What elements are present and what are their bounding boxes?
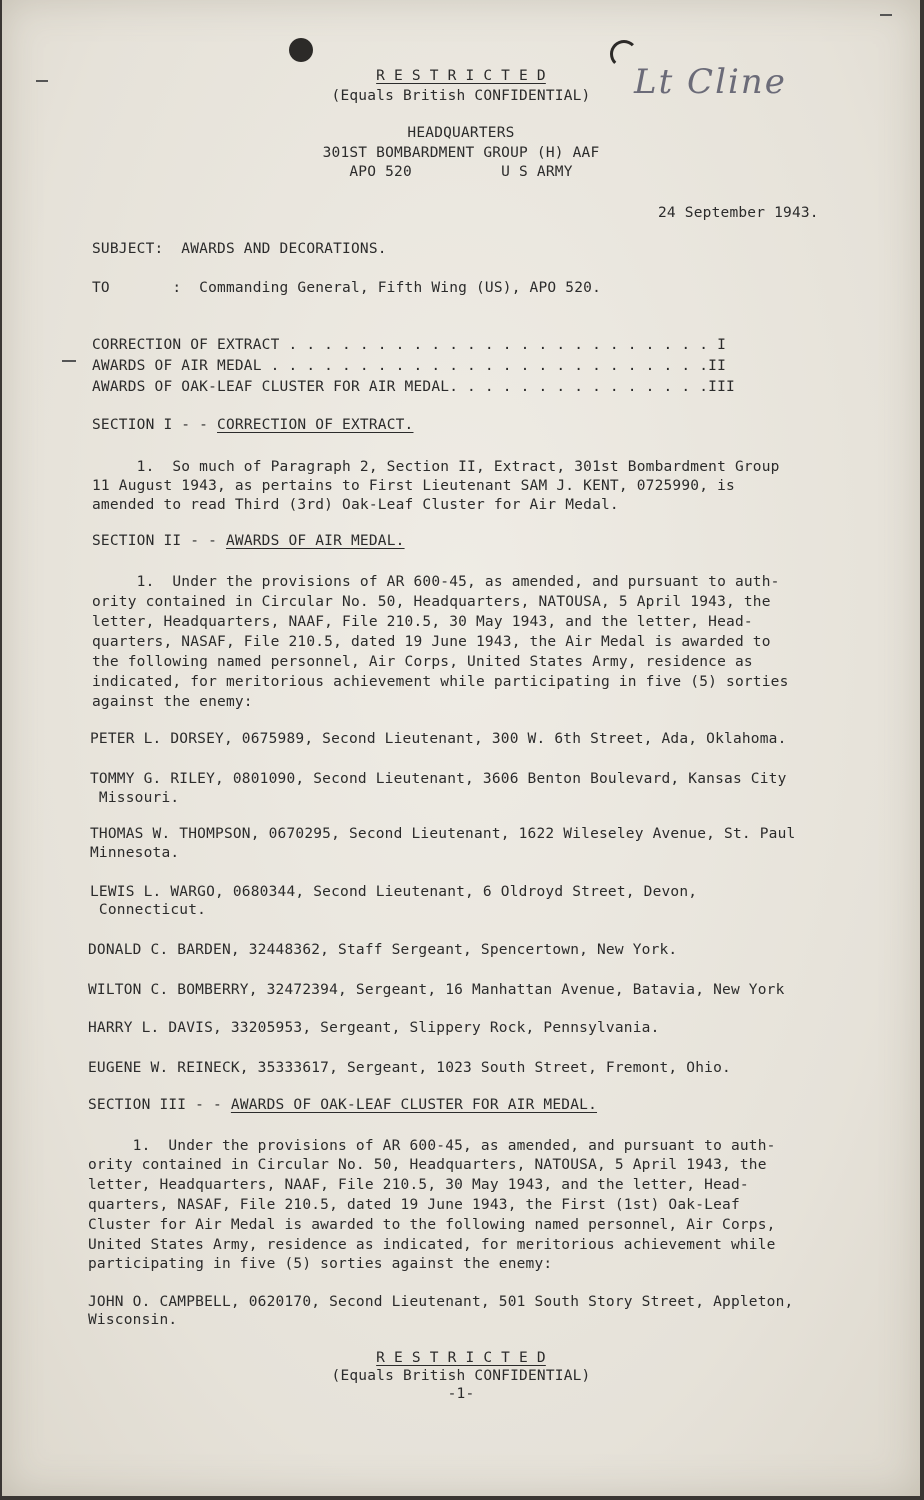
paragraph-line: 1. Under the provisions of AR 600-45, as amended, and pursuant to auth-: [88, 1138, 776, 1154]
toc-item: CORRECTION OF EXTRACT . . . . . . . . . . . . . . . . . . . . . . . . I: [92, 337, 727, 353]
toc-item: AWARDS OF AIR MEDAL . . . . . . . . . . . . . . . . . . . . . . . . .II: [92, 358, 727, 374]
header-classification: (Equals British CONFIDENTIAL): [331, 88, 591, 104]
paragraph-line: letter, Headquarters, NAAF, File 210.5, 30 May 1943, and the letter, Head-: [88, 1177, 749, 1193]
paragraph-line: letter, Headquarters, NAAF, File 210.5, 30 May 1943, and the letter, Head-: [92, 614, 753, 630]
personnel-entry-cont: Connecticut.: [90, 902, 207, 918]
section-title: AWARDS OF AIR MEDAL.: [225, 533, 405, 549]
header-group: 301ST BOMBARDMENT GROUP (H) AAF: [322, 145, 600, 161]
personnel-entry: WILTON C. BOMBERRY, 32472394, Sergeant, 16 Manhattan Avenue, Batavia, New York: [88, 982, 785, 998]
personnel-entry: EUGENE W. REINECK, 35333617, Sergeant, 1023 South Street, Fremont, Ohio.: [88, 1060, 731, 1076]
memo-date: 24 September 1943.: [658, 205, 819, 221]
paragraph-line: ority contained in Circular No. 50, Headquarters, NATOUSA, 5 April 1943, the: [88, 1157, 767, 1173]
section-title: CORRECTION OF EXTRACT.: [217, 417, 414, 433]
section-prefix: SECTION II - -: [92, 533, 226, 549]
toc-item: AWARDS OF OAK-LEAF CLUSTER FOR AIR MEDAL. . . . . . . . . . . . . . .III: [92, 379, 735, 395]
paragraph-line: the following named personnel, Air Corps, United States Army, residence as: [92, 654, 753, 670]
header-apo: APO 520 U S ARMY: [349, 164, 573, 180]
personnel-entry: THOMAS W. THOMPSON, 0670295, Second Lieutenant, 1622 Wileseley Avenue, St. Paul: [90, 826, 796, 842]
section-prefix: SECTION I - -: [92, 417, 218, 433]
memo-to: TO : Commanding General, Fifth Wing (US), APO 520.: [92, 280, 601, 296]
personnel-entry: JOHN O. CAMPBELL, 0620170, Second Lieutenant, 501 South Story Street, Appleton,: [88, 1294, 794, 1310]
paragraph-line: 1. So much of Paragraph 2, Section II, Extract, 301st Bombardment Group: [92, 459, 780, 475]
handwritten-signature: Lt Cline: [634, 62, 787, 102]
section-heading: [92, 533, 405, 549]
personnel-entry-cont: Minnesota.: [90, 845, 180, 861]
margin-mark: [880, 14, 892, 16]
footer-classification: (Equals British CONFIDENTIAL): [331, 1368, 591, 1384]
section-title: AWARDS OF OAK-LEAF CLUSTER FOR AIR MEDAL.: [230, 1097, 598, 1113]
page-number: -1-: [447, 1386, 475, 1402]
memo-subject: SUBJECT: AWARDS AND DECORATIONS.: [92, 241, 387, 257]
personnel-entry: LEWIS L. WARGO, 0680344, Second Lieutenant, 6 Oldroyd Street, Devon,: [90, 884, 698, 900]
paragraph-line: Cluster for Air Medal is awarded to the following named personnel, Air Corps,: [88, 1217, 776, 1233]
paragraph-line: against the enemy:: [92, 694, 253, 710]
personnel-entry-cont: Missouri.: [90, 790, 180, 806]
footer-restricted: R E S T R I C T E D: [376, 1350, 546, 1366]
personnel-entry: TOMMY G. RILEY, 0801090, Second Lieutenant, 3606 Benton Boulevard, Kansas City: [90, 771, 787, 787]
paragraph-line: quarters, NASAF, File 210.5, dated 19 June 1943, the Air Medal is awarded to: [92, 634, 771, 650]
personnel-entry: PETER L. DORSEY, 0675989, Second Lieutenant, 300 W. 6th Street, Ada, Oklahoma.: [90, 731, 787, 747]
header-hq: HEADQUARTERS: [407, 125, 515, 141]
header-restricted: R E S T R I C T E D: [376, 68, 546, 84]
paragraph-line: amended to read Third (3rd) Oak-Leaf Cluster for Air Medal.: [92, 497, 619, 513]
margin-mark: [62, 360, 76, 362]
paragraph-line: 1. Under the provisions of AR 600-45, as amended, and pursuant to auth-: [92, 574, 780, 590]
personnel-entry-cont: Wisconsin.: [88, 1312, 178, 1328]
document-page: [2, 0, 920, 1496]
paragraph-line: quarters, NASAF, File 210.5, dated 19 June 1943, the First (1st) Oak-Leaf: [88, 1197, 740, 1213]
personnel-entry: HARRY L. DAVIS, 33205953, Sergeant, Slippery Rock, Pennsylvania.: [88, 1020, 660, 1036]
section-heading: [88, 1097, 597, 1113]
personnel-entry: DONALD C. BARDEN, 32448362, Staff Sergeant, Spencertown, New York.: [88, 942, 678, 958]
paragraph-line: participating in five (5) sorties against the enemy:: [88, 1256, 553, 1272]
section-prefix: SECTION III - -: [88, 1097, 231, 1113]
paragraph-line: United States Army, residence as indicated, for meritorious achievement while: [88, 1237, 776, 1253]
punch-hole: [289, 38, 313, 62]
paragraph-line: ority contained in Circular No. 50, Headquarters, NATOUSA, 5 April 1943, the: [92, 594, 771, 610]
paragraph-line: indicated, for meritorious achievement while participating in five (5) sorties: [92, 674, 789, 690]
paragraph-line: 11 August 1943, as pertains to First Lieutenant SAM J. KENT, 0725990, is: [92, 478, 735, 494]
section-heading: [92, 417, 414, 433]
